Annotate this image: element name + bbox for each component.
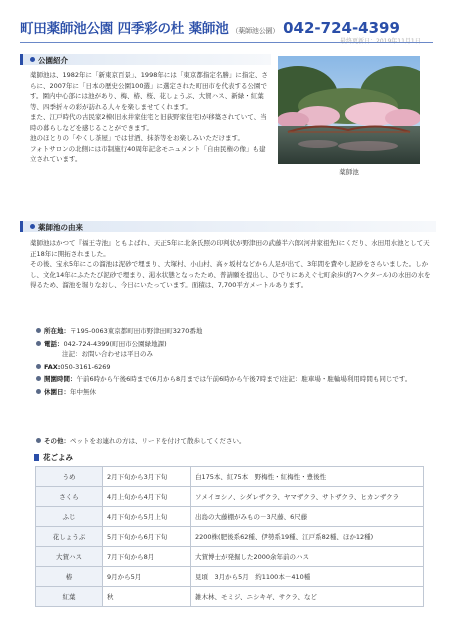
info-address: 所在地：〒195-0063東京都町田市野津田町3270番地 bbox=[36, 326, 436, 337]
origin-paragraph: 薬師池はかつて『福王寺池』ともよばれ、天正5年に北条氏照の印判状が野津田の武藤半六郎(河井家祖先)にくだり、水田用水池として天正18年に開拓されました。 bbox=[30, 239, 430, 258]
intro-paragraph: また、江戸時代の古民家2棟(旧永井家住宅と旧荻野家住宅)が移築されていて、当時の暮らしなどを感じることができます。 bbox=[30, 113, 267, 132]
title-note: （薬師池公園） bbox=[231, 27, 280, 35]
pond-photo-image bbox=[278, 56, 420, 164]
bullet-icon bbox=[30, 57, 35, 62]
table-row bbox=[36, 527, 424, 547]
intro-paragraph: フォトサロンの北側には市制施行40周年記念モニュメント「自由民権の像」も建立されています。 bbox=[30, 144, 266, 163]
intro-text bbox=[30, 70, 268, 165]
flower-detail: 雑木林、モミジ、ニシキギ、サクラ、など bbox=[191, 587, 424, 607]
photo-caption: 薬師池 bbox=[339, 168, 359, 176]
tel-note: 注記：お問い合わせは平日のみ bbox=[62, 350, 153, 358]
page-header bbox=[0, 0, 453, 42]
flower-detail: 大賀博士が発掘した2000余年前のハス bbox=[191, 547, 424, 567]
info-tel: 電話：042-724-4399(町田市公園緑地課) 注記：お問い合わせは平日のみ bbox=[36, 339, 436, 360]
table-row bbox=[36, 567, 424, 587]
table-row bbox=[36, 487, 424, 507]
table-row bbox=[36, 587, 424, 607]
info-closed: 休園日：年中無休 bbox=[36, 387, 436, 398]
flower-detail: ソメイヨシノ、シダレザクラ、ヤマザクラ、サトザクラ、ヒカンザクラ bbox=[191, 487, 424, 507]
update-date bbox=[340, 36, 421, 45]
flower-name: さくら bbox=[36, 487, 103, 507]
bloom-period: 秋 bbox=[103, 587, 191, 607]
section-title-intro: 公園紹介 bbox=[30, 55, 68, 66]
table-row bbox=[36, 467, 424, 487]
info-hours: 開園時間：午前6時から午後6時まで(6月から8月までは午前6時から午後7時まで)注記：駐車場・駐輪場利用時間も同じです。 bbox=[36, 374, 436, 385]
table-row bbox=[36, 507, 424, 527]
info-other: その他：ペットをお連れの方は、リードを付けて散歩してください。 bbox=[36, 436, 246, 445]
bloom-period: 2月下旬から3月下旬 bbox=[103, 467, 191, 487]
title-text: 町田薬師池公園 四季彩の杜 薬師池 bbox=[20, 21, 229, 37]
bloom-period: 4月上旬から4月下旬 bbox=[103, 487, 191, 507]
bullet-icon bbox=[36, 389, 41, 394]
section-title-origin: 薬師池の由来 bbox=[30, 222, 83, 233]
origin-paragraph: その後、宝永5年にこの溜池は泥砂で埋まり、大塚村、小山村、高ヶ坂村などから人足が出て、3年間を費やし泥砂をさらいました。しかし、文化14年にふたたび泥砂で埋まり、渇水状態となったため、普請願を提出し、ひでりにあえぐ七町余歩(約7ヘクタール)の水田の水を得るため、溜池を堀りなおし、今日にいたっています。面積は、7,700平方メートルあります。 bbox=[30, 260, 431, 289]
header-tel: 042-724-4399 bbox=[283, 19, 400, 37]
info-fax: FAX:050-3161-6269 bbox=[36, 362, 436, 373]
bullet-icon bbox=[36, 376, 41, 381]
bloom-period: 4月下旬から5月上旬 bbox=[103, 507, 191, 527]
flower-detail: 2200株(肥後系62種、伊勢系19種、江戸系82種、ほか12種) bbox=[191, 527, 424, 547]
flower-detail: 見頃 3月から5月 約1100本－410種 bbox=[191, 567, 424, 587]
origin-text bbox=[30, 238, 434, 291]
flower-name: 紅葉 bbox=[36, 587, 103, 607]
bloom-period: 5月下旬から6月下旬 bbox=[103, 527, 191, 547]
header-divider bbox=[20, 42, 433, 43]
bloom-period: 9月から5月 bbox=[103, 567, 191, 587]
intro-paragraph: 薬師池は、1982年に「新東京百景」、1998年には「東京都指定名勝」に指定、さらに、2007年に「日本の歴史公園100選」に選定された町田市を代表する公園です。園内中心部には池があり、梅、椿、桜、花しょうぶ、大賀ハス、新緑・紅葉等、四季折々の彩が訪れる人々を楽しませてくれます。 bbox=[30, 71, 268, 111]
flower-detail: 白175本、紅75本 野梅性・紅梅性・豊後性 bbox=[191, 467, 424, 487]
flower-name: 椿 bbox=[36, 567, 103, 587]
bullet-icon bbox=[30, 224, 35, 229]
square-bullet-icon bbox=[34, 454, 39, 461]
page-title bbox=[20, 17, 400, 37]
flower-name: 大賀ハス bbox=[36, 547, 103, 567]
flower-name: うめ bbox=[36, 467, 103, 487]
flower-name: ふじ bbox=[36, 507, 103, 527]
bullet-icon bbox=[36, 341, 41, 346]
flower-calendar-title: 花ごよみ bbox=[34, 452, 73, 463]
intro-paragraph: 池のほとりの「やくし茶屋」では甘酒、抹茶等をお楽しみいただけます。 bbox=[30, 134, 244, 142]
bloom-period: 7月下旬から8月 bbox=[103, 547, 191, 567]
tel-link[interactable]: 042-724-4399(町田市公園緑地課) bbox=[63, 339, 167, 348]
bullet-icon bbox=[36, 438, 41, 443]
flower-calendar-table bbox=[35, 466, 424, 607]
flower-detail: 出島の大藤棚がみもの－3尺藤、6尺藤 bbox=[191, 507, 424, 527]
bullet-icon bbox=[36, 364, 41, 369]
table-row bbox=[36, 547, 424, 567]
pond-photo bbox=[278, 56, 420, 164]
bullet-icon bbox=[36, 328, 41, 333]
flower-name: 花しょうぶ bbox=[36, 527, 103, 547]
info-list bbox=[36, 326, 436, 399]
